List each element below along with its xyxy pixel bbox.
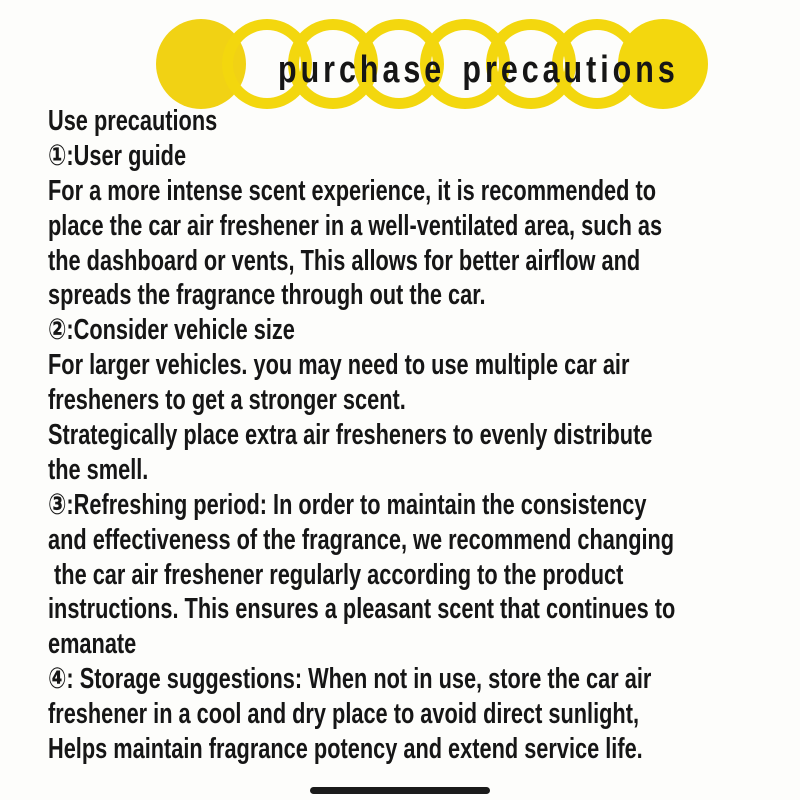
text-line: Helps maintain fragrance potency and extend service life. <box>48 733 643 766</box>
page-title: purchase precautions <box>278 49 679 91</box>
text-line-section2-heading: ②:Consider vehicle size <box>48 314 295 347</box>
text-line: place the car air freshener in a well-ventilated area, such as <box>48 209 663 242</box>
text-line: the car air freshener regularly according to the product <box>48 558 624 591</box>
text-line-section3-heading: ③:Refreshing period: In order to maintain the consistency <box>48 488 647 521</box>
text-line: For larger vehicles. you may need to use multiple car air <box>48 349 630 382</box>
text-line-section1-heading: ①:User guide <box>48 139 187 172</box>
text-line: the smell. <box>48 453 149 486</box>
text-line: emanate <box>48 628 137 661</box>
text-line-heading: Use precautions <box>48 105 218 137</box>
text-line-section4-heading: ④: Storage suggestions: When not in use, store the car air <box>48 663 652 696</box>
text-line: and effectiveness of the fragrance, we recommend changing <box>48 523 675 556</box>
text-line: spreads the fragrance through out the car. <box>48 279 486 312</box>
text-line: freshener in a cool and dry place to avoid direct sunlight, <box>48 698 639 731</box>
text-line: fresheners to get a stronger scent. <box>48 384 406 417</box>
text-line: Strategically place extra air fresheners to evenly distribute <box>48 419 653 452</box>
home-indicator-bar <box>310 787 490 794</box>
text-line: the dashboard or vents, This allows for better airflow and <box>48 244 641 277</box>
text-line: For a more intense scent experience, it is recommended to <box>48 174 656 207</box>
text-line: instructions. This ensures a pleasant scent that continues to <box>48 593 676 626</box>
precautions-text <box>48 104 790 767</box>
